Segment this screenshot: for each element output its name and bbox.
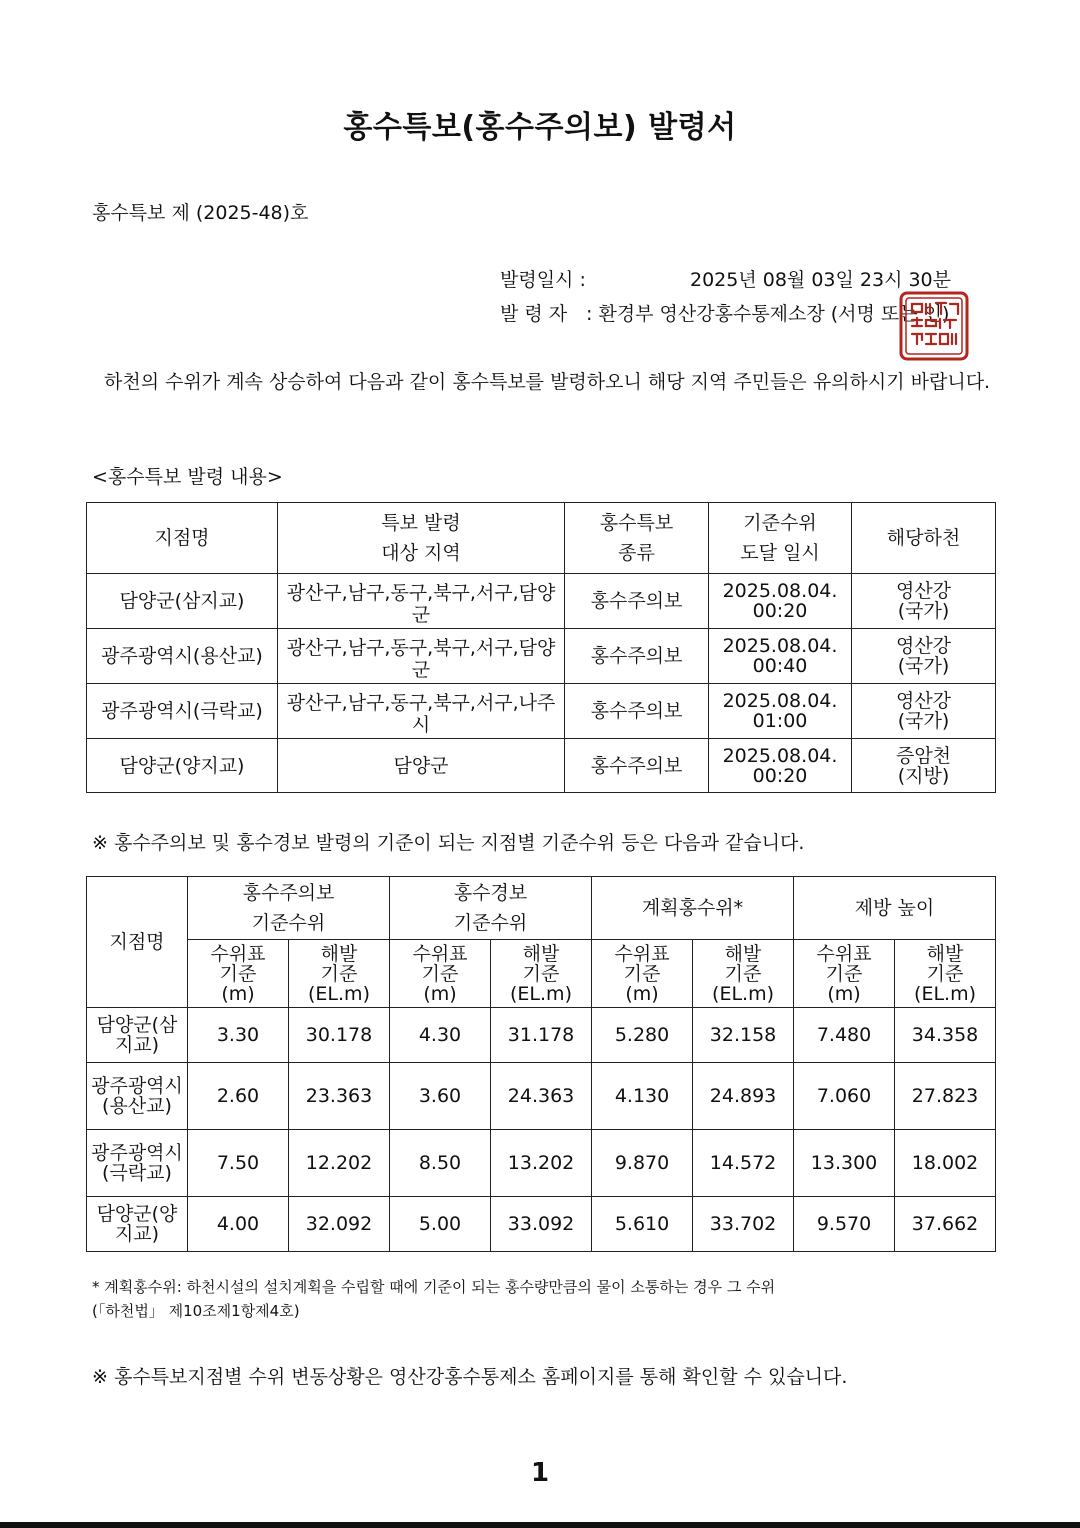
criteria-table <box>86 876 996 1252</box>
value-cell: 3.30 <box>188 1008 289 1063</box>
region-cell: 광산구,남구,동구,북구,서구,나주시 <box>278 684 565 739</box>
table-header-row <box>87 503 996 574</box>
header-region: 특보 발령 대상 지역 <box>278 503 565 574</box>
value-cell: 24.363 <box>491 1063 592 1130</box>
section-title: <홍수특보 발령 내용> <box>92 466 283 488</box>
region-cell: 광산구,남구,동구,북구,서구,담양군 <box>278 629 565 684</box>
issuer-label: 발 령 자 <box>500 303 568 325</box>
header-arrival: 기준수위 도달 일시 <box>709 503 852 574</box>
subheader-elevation: 해발 기준 (EL.m) <box>491 940 592 1008</box>
page-number: 1 <box>530 1458 550 1488</box>
document-number: 홍수특보 제 (2025-48)호 <box>92 202 309 224</box>
header-station: 지점명 <box>87 503 278 574</box>
station-cell: 담양군(양지교) <box>87 739 278 793</box>
value-cell: 5.610 <box>592 1197 693 1252</box>
value-cell: 23.363 <box>289 1063 390 1130</box>
value-cell: 13.300 <box>794 1130 895 1197</box>
station-cell: 광주광역시(극락교) <box>87 1130 188 1197</box>
value-cell: 12.202 <box>289 1130 390 1197</box>
header-group-advisory: 홍수주의보 기준수위 <box>188 877 390 940</box>
value-cell: 9.870 <box>592 1130 693 1197</box>
homepage-note: ※ 홍수특보지점별 수위 변동상황은 영산강홍수통제소 홈페이지를 통해 확인할 수 있습니다. <box>92 1366 848 1388</box>
value-cell: 7.480 <box>794 1008 895 1063</box>
subheader-gauge: 수위표 기준 (m) <box>390 940 491 1008</box>
bottom-border <box>0 1522 1080 1528</box>
value-cell: 4.00 <box>188 1197 289 1252</box>
station-cell: 광주광역시(용산교) <box>87 629 278 684</box>
value-cell: 27.823 <box>895 1063 996 1130</box>
station-cell: 담양군(양지교) <box>87 1197 188 1252</box>
table-row <box>87 1008 996 1063</box>
footnote-plan-level: * 계획홍수위: 하천시설의 설치계획을 수립할 때에 기준이 되는 홍수량만큼의 물이 소통하는 경우 그 수위 <box>92 1278 776 1296</box>
value-cell: 5.00 <box>390 1197 491 1252</box>
value-cell: 4.30 <box>390 1008 491 1063</box>
header-river: 해당하천 <box>852 503 996 574</box>
value-cell: 32.092 <box>289 1197 390 1252</box>
table-row <box>87 684 996 739</box>
type-cell: 홍수주의보 <box>565 574 709 629</box>
table-row <box>87 1130 996 1197</box>
value-cell: 33.702 <box>693 1197 794 1252</box>
value-cell: 37.662 <box>895 1197 996 1252</box>
table-row <box>87 1197 996 1252</box>
criteria-note: ※ 홍수주의보 및 홍수경보 발령의 기준이 되는 지점별 기준수위 등은 다음과 같습니다. <box>92 832 805 854</box>
arrival-cell: 2025.08.04. 01:00 <box>709 684 852 739</box>
type-cell: 홍수주의보 <box>565 629 709 684</box>
subheader-gauge: 수위표 기준 (m) <box>794 940 895 1008</box>
type-cell: 홍수주의보 <box>565 739 709 793</box>
station-cell: 담양군(삼지교) <box>87 1008 188 1063</box>
value-cell: 31.178 <box>491 1008 592 1063</box>
value-cell: 30.178 <box>289 1008 390 1063</box>
table-header-row <box>87 877 996 940</box>
station-cell: 광주광역시(용산교) <box>87 1063 188 1130</box>
subheader-gauge: 수위표 기준 (m) <box>592 940 693 1008</box>
value-cell: 5.280 <box>592 1008 693 1063</box>
arrival-cell: 2025.08.04. 00:20 <box>709 574 852 629</box>
issue-datetime-label: 발령일시 : <box>500 269 586 291</box>
table-row <box>87 574 996 629</box>
river-cell: 증암천 (지방) <box>852 739 996 793</box>
river-cell: 영산강 (국가) <box>852 574 996 629</box>
value-cell: 7.50 <box>188 1130 289 1197</box>
value-cell: 24.893 <box>693 1063 794 1130</box>
river-cell: 영산강 (국가) <box>852 629 996 684</box>
value-cell: 4.130 <box>592 1063 693 1130</box>
value-cell: 13.202 <box>491 1130 592 1197</box>
station-cell: 광주광역시(극락교) <box>87 684 278 739</box>
header-group-warning: 홍수경보 기준수위 <box>390 877 592 940</box>
table-subheader-row <box>87 940 996 1008</box>
value-cell: 9.570 <box>794 1197 895 1252</box>
issuer-value: : 환경부 영산강홍수통제소장 (서명 또는 인) <box>586 303 950 325</box>
document-title: 홍수특보(홍수주의보) 발령서 <box>343 110 737 145</box>
flood-warning-table <box>86 502 996 793</box>
value-cell: 7.060 <box>794 1063 895 1130</box>
header-group-plan-level: 계획홍수위* <box>592 877 794 940</box>
header-group-levee: 제방 높이 <box>794 877 996 940</box>
value-cell: 14.572 <box>693 1130 794 1197</box>
value-cell: 34.358 <box>895 1008 996 1063</box>
arrival-cell: 2025.08.04. 00:40 <box>709 629 852 684</box>
value-cell: 2.60 <box>188 1063 289 1130</box>
subheader-elevation: 해발 기준 (EL.m) <box>895 940 996 1008</box>
value-cell: 33.092 <box>491 1197 592 1252</box>
table-row <box>87 629 996 684</box>
header-type: 홍수특보 종류 <box>565 503 709 574</box>
footnote-law-reference: (「하천법」 제10조제1항제4호) <box>92 1302 300 1320</box>
subheader-gauge: 수위표 기준 (m) <box>188 940 289 1008</box>
issue-datetime-value: 2025년 08월 03일 23시 30분 <box>690 269 951 291</box>
value-cell: 3.60 <box>390 1063 491 1130</box>
intro-text: 하천의 수위가 계속 상승하여 다음과 같이 홍수특보를 발령하오니 해당 지역 주민들은 유의하시기 바랍니다. <box>104 371 991 393</box>
table-row <box>87 1063 996 1130</box>
station-cell: 담양군(삼지교) <box>87 574 278 629</box>
type-cell: 홍수주의보 <box>565 684 709 739</box>
arrival-cell: 2025.08.04. 00:20 <box>709 739 852 793</box>
region-cell: 담양군 <box>278 739 565 793</box>
river-cell: 영산강 (국가) <box>852 684 996 739</box>
subheader-elevation: 해발 기준 (EL.m) <box>693 940 794 1008</box>
value-cell: 8.50 <box>390 1130 491 1197</box>
official-seal-icon <box>898 290 970 362</box>
value-cell: 32.158 <box>693 1008 794 1063</box>
table-row <box>87 739 996 793</box>
header-station: 지점명 <box>87 877 188 1008</box>
value-cell: 18.002 <box>895 1130 996 1197</box>
region-cell: 광산구,남구,동구,북구,서구,담양군 <box>278 574 565 629</box>
subheader-elevation: 해발 기준 (EL.m) <box>289 940 390 1008</box>
